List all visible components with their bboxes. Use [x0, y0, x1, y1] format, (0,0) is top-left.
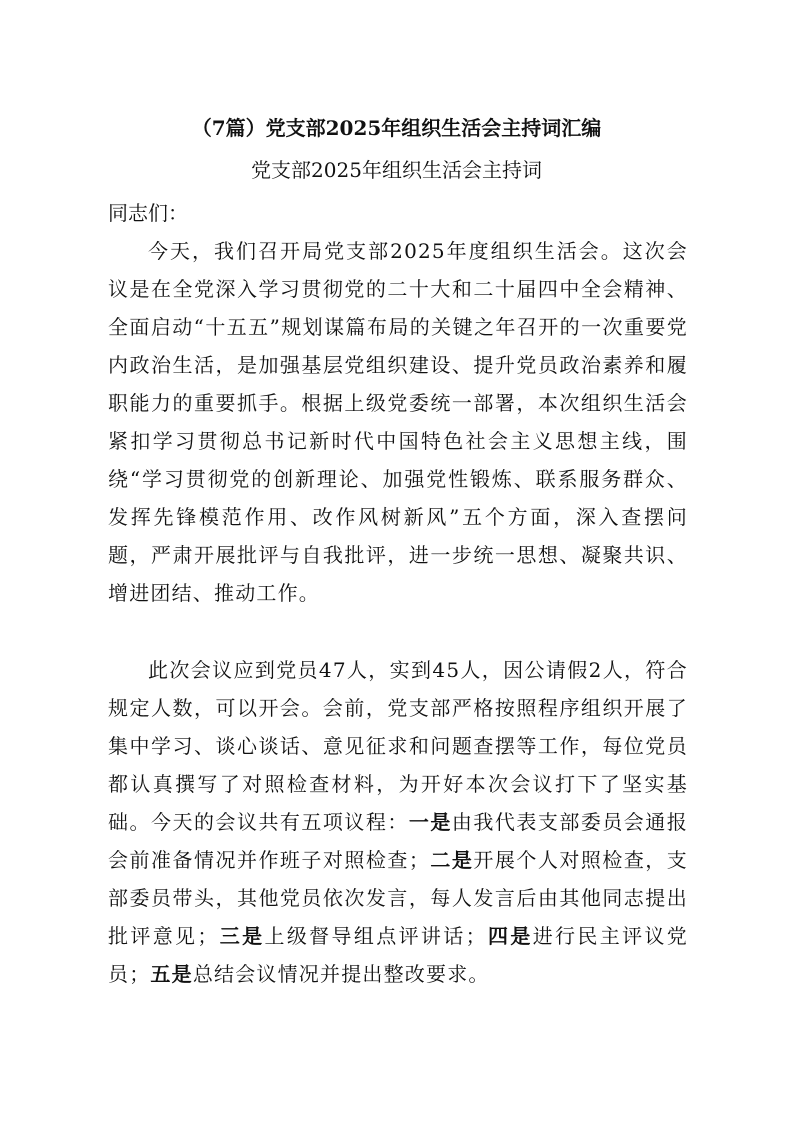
paragraph-agenda [108, 651, 688, 993]
agenda-item4-label: 四是 [486, 924, 533, 948]
paragraph-opening: 今天，我们召开局党支部2025年度组织生活会。这次会议是在全党深入学习贯彻党的二十大和二十届四中全会精神、全面启动“十五五”规划谋篇布局的关键之年召开的一次重要党内政治生活，是加强基层党组织建设、提升党员政治素养和履职能力的重要抓手。根据上级党委统一部署，本次组织生活会紧扣学习贯彻总书记新时代中国特色社会主义思想主线，围绕“学习贯彻党的创新理论、加强党性锻炼、联系服务群众、发挥先锋模范作用、改作风树新风”五个方面，深入查摆问题，严肃开展批评与自我批评，进一步统一思想、凝聚共识、增进团结、推动工作。 [108, 239, 688, 605]
agenda-item2-label: 二是 [430, 848, 474, 872]
document-title: （7篇）党支部2025年组织生活会主持词汇编 [191, 116, 602, 140]
agenda-item3-label: 三是 [218, 924, 265, 948]
agenda-item1-label: 一是 [408, 810, 452, 834]
agenda-intro: 此次会议应到党员47人，实到45人，因公请假2人，符合规定人数，可以开会。会前，党支部严格按照程序组织开展了集中学习、谈心谈话、意见征求和问题查摆等工作，每位党员都认真撰写了对照检查材料，为开好本次会议打下了坚实基础。今天的会议共有五项议程： [108, 658, 688, 834]
agenda-item4-text: 进行民主评议党员； [108, 924, 689, 986]
agenda-item5-text: 总结会议情况并提出整改要求。 [192, 962, 490, 986]
document-subtitle: 党支部2025年组织生活会主持词 [251, 158, 542, 182]
agenda-item5-label: 五是 [150, 962, 193, 986]
salutation: 同志们： [108, 201, 188, 225]
agenda-item3-text: 上级督导组点评讲话； [264, 924, 487, 948]
agenda-item2-text: 开展个人对照检查，支部委员带头，其他党员依次发言，每人发言后由其他同志提出批评意见； [108, 848, 689, 948]
agenda-item1-text: 由我代表支部委员会通报会前准备情况并作班子对照检查； [108, 810, 688, 872]
